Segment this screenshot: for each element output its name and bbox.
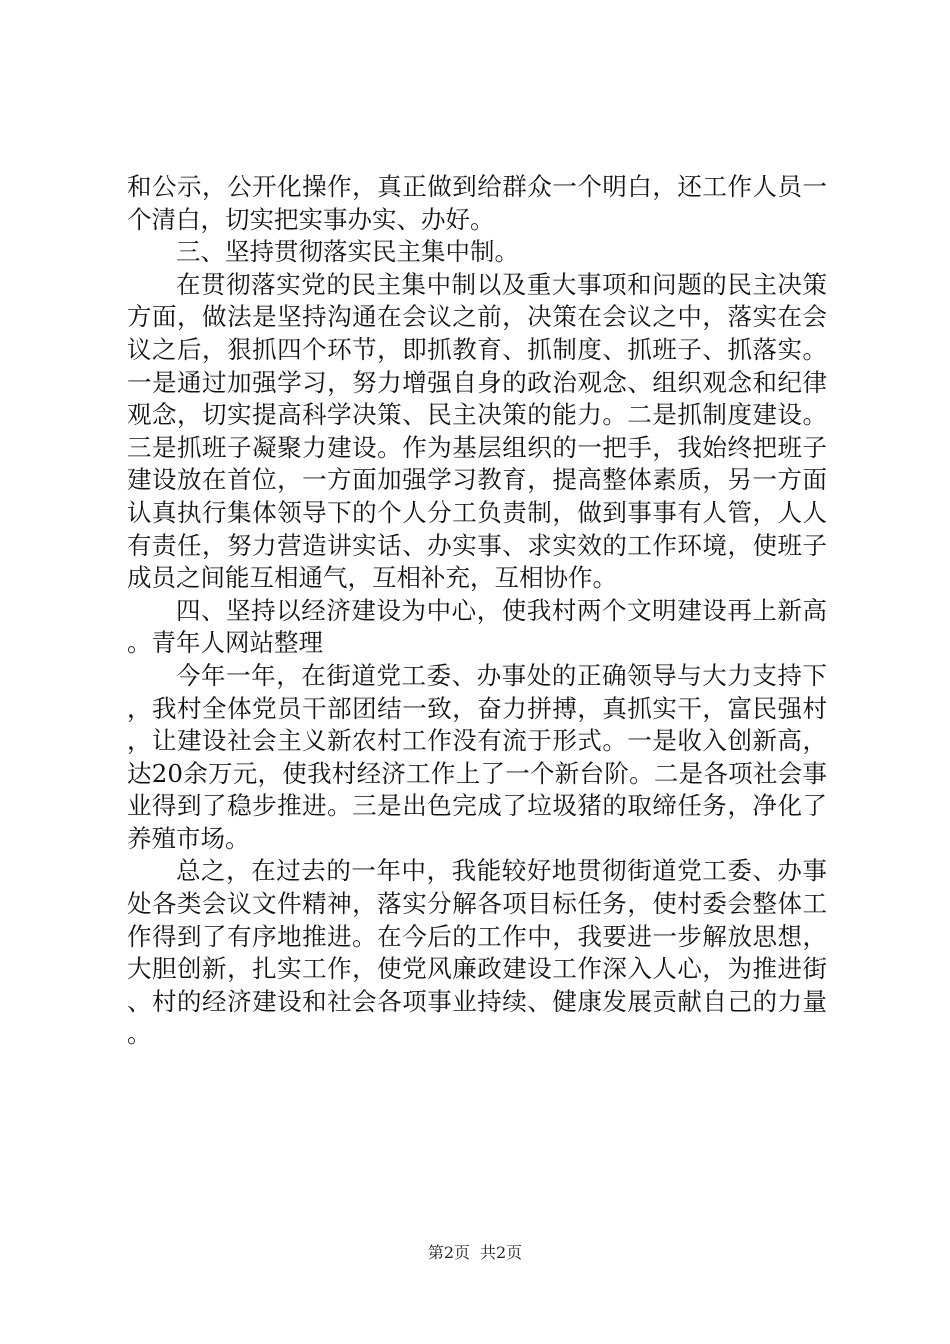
section-heading-3: 三、坚持贯彻落实民主集中制。 (176, 237, 519, 267)
document-body (127, 171, 827, 1051)
section-heading-4: 四、坚持以经济建设为中心，使我村两个文明建设再上新高。青年人网站整理 (127, 595, 827, 658)
page-number: 第2页 (427, 1243, 470, 1262)
paragraph-1: 和公示，公开化操作，真正做到给群众一个明白，还工作人员一个清白，切实把实事办实、办好。 (127, 172, 827, 234)
paragraph-5: 今年一年，在街道党工委、办事处的正确领导与大力支持下，我村全体党员干部团结一致，奋力拼搏，真抓实干，富民强村，让建设社会主义新农村工作没有流于形式。一是收入创新高，达20余万元，使我村经济工作上了一个新台阶。二是各项社会事业得到了稳步推进。三是出色完成了垃圾猪的取缔任务，净化了养殖市场。 (127, 660, 827, 853)
page-total: 共2页 (480, 1243, 523, 1262)
page-footer (0, 1243, 950, 1263)
paragraph-3: 在贯彻落实党的民主集中制以及重大事项和问题的民主决策方面，做法是坚持沟通在会议之前，决策在会议之中，落实在会议之后，狠抓四个环节，即抓教育、抓制度、抓班子、抓落实。一是通过加强学习，努力增强自身的政治观念、组织观念和纪律观念，切实提高科学决策、民主决策的能力。二是抓制度建设。三是抓班子凝聚力建设。作为基层组织的一把手，我始终把班子建设放在首位，一方面加强学习教育，提高整体素质，另一方面认真执行集体领导下的个人分工负责制，做到事事有人管，人人有责任，努力营造讲实话、办实事、求实效的工作环境，使班子成员之间能互相通气，互相补充，互相协作。 (127, 269, 827, 593)
paragraph-6: 总之，在过去的一年中，我能较好地贯彻街道党工委、办事处各类会议文件精神，落实分解各项目标任务，使村委会整体工作得到了有序地推进。在今后的工作中，我要进一步解放思想，大胆创新，扎实工作，使党风廉政建设工作深入人心，为推进街、村的经济建设和社会各项事业持续、健康发展贡献自己的力量。 (127, 856, 827, 1049)
